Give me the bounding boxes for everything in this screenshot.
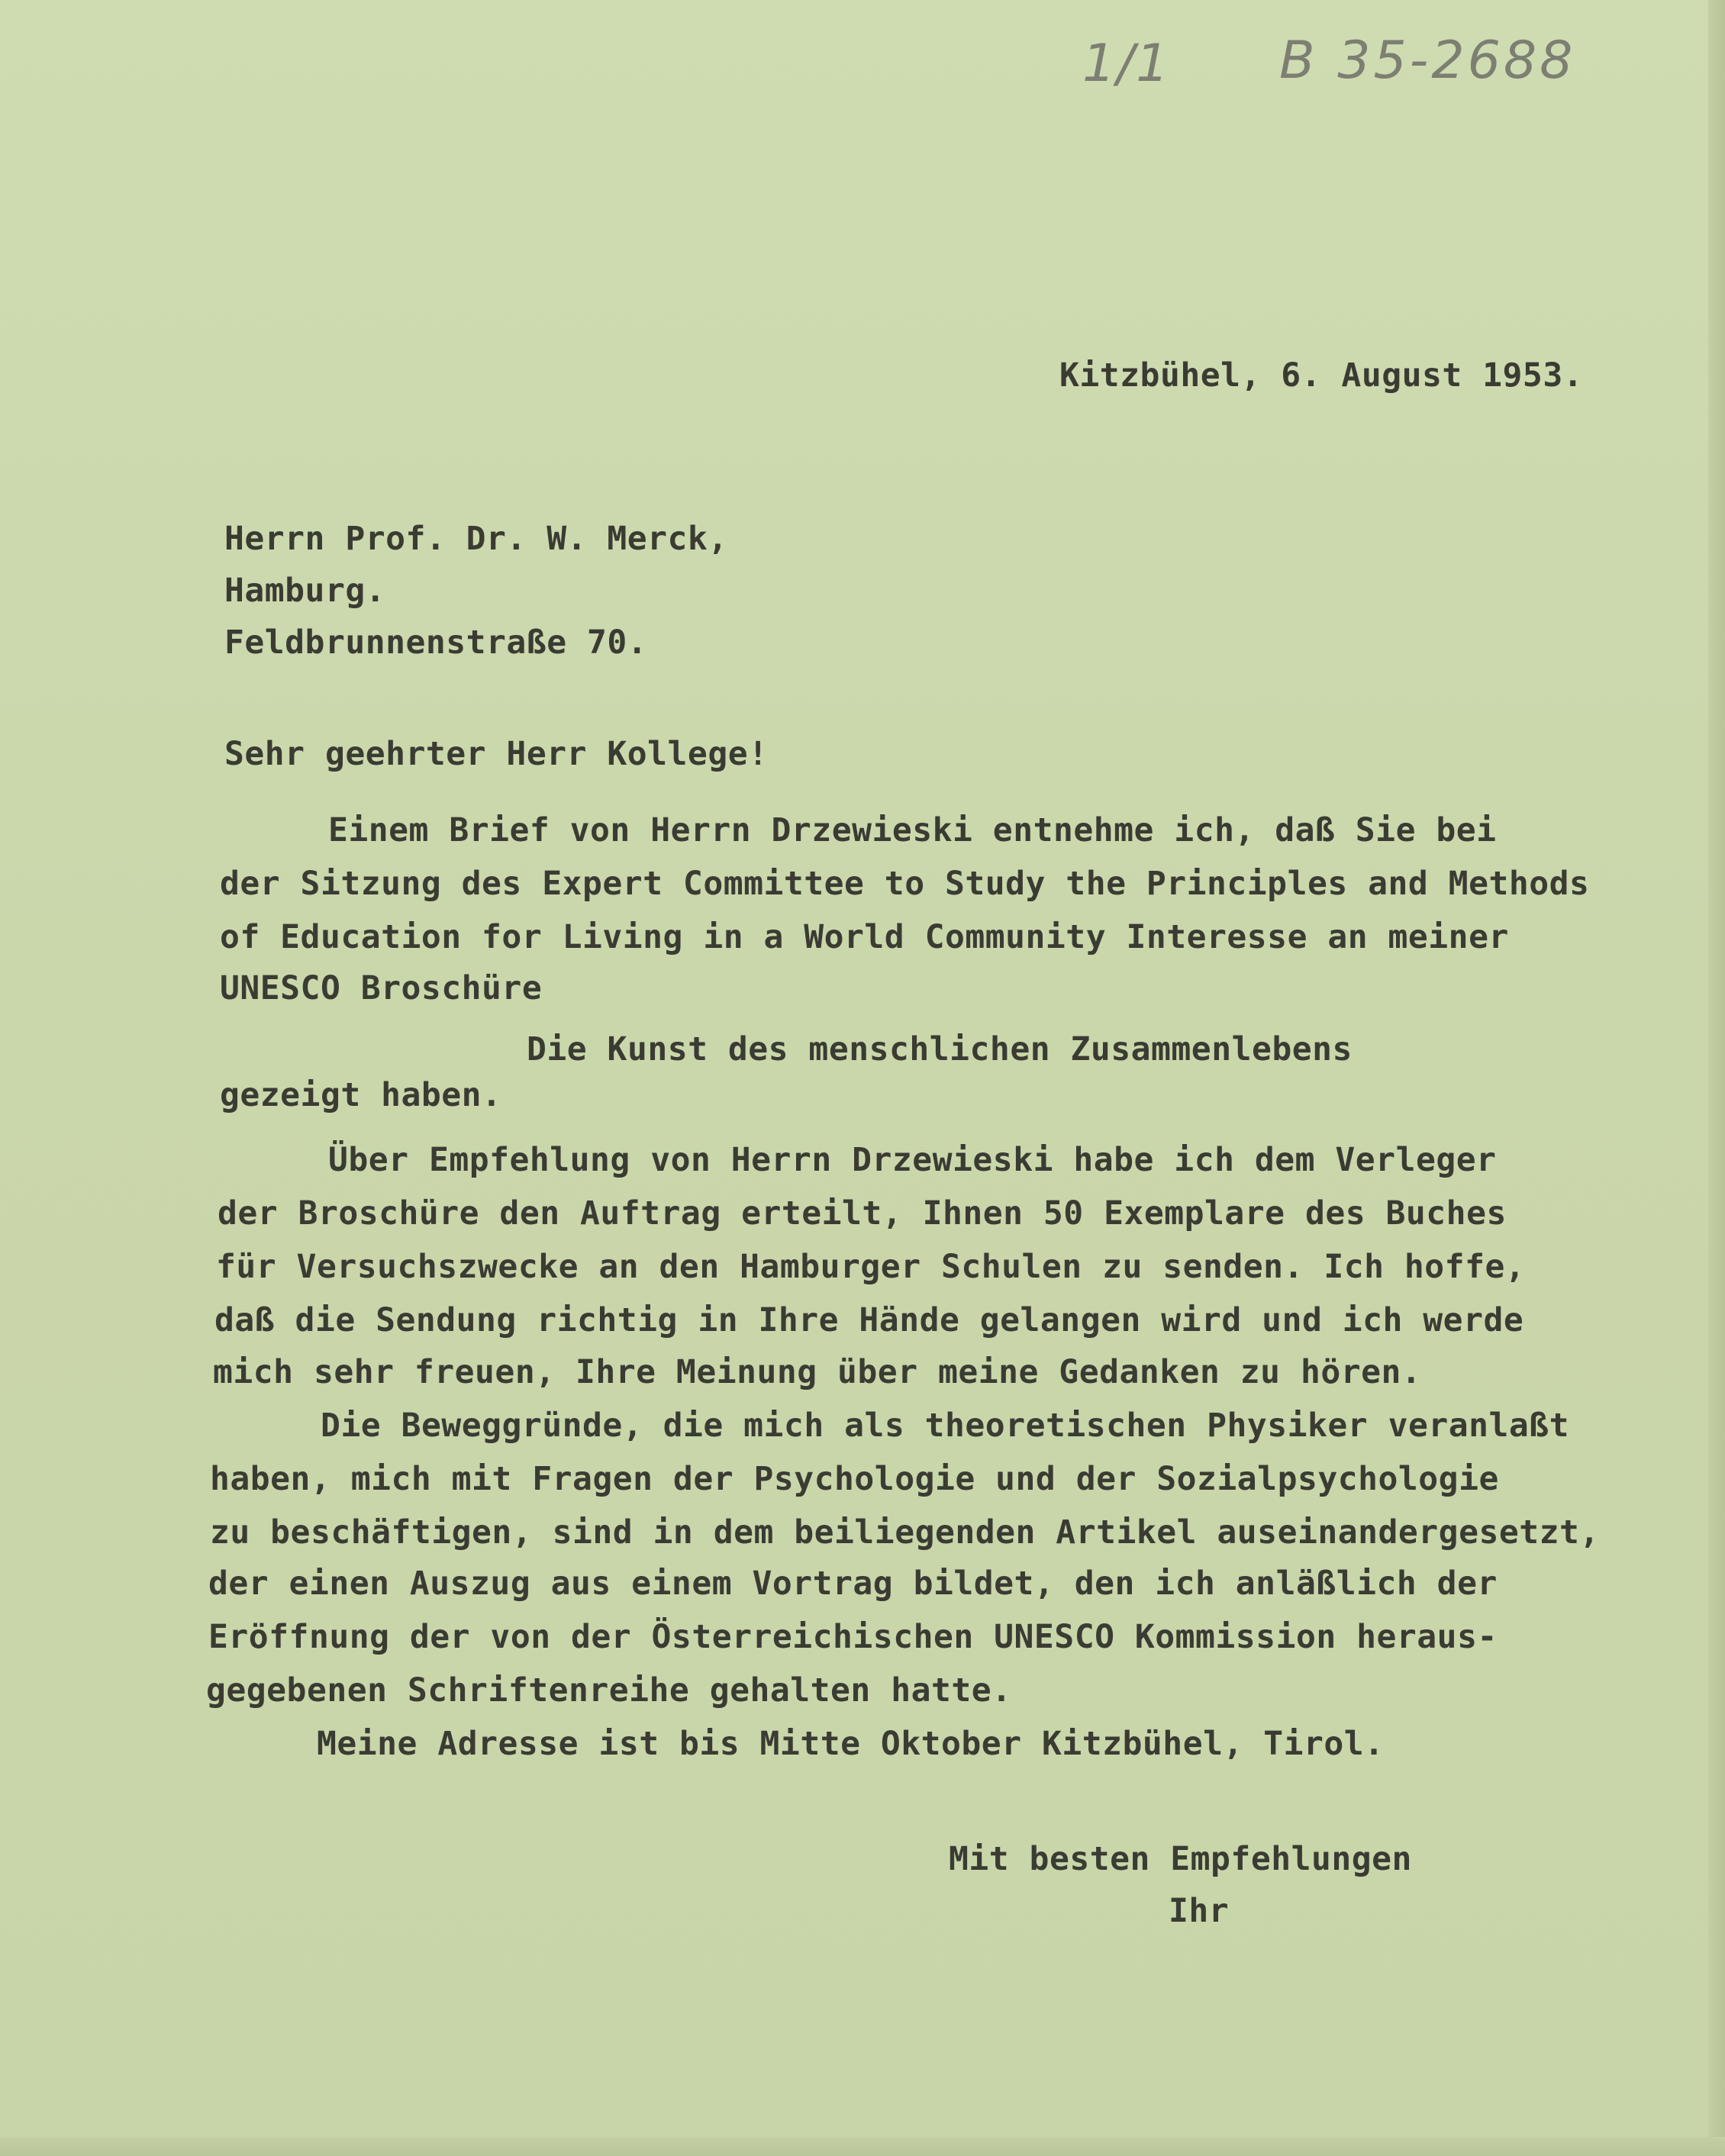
body-line: haben, mich mit Fragen der Psychologie und der Sozialpsychologie: [210, 1460, 1499, 1498]
page-bottom-edge: [0, 2137, 1725, 2156]
body-line: mich sehr freuen, Ihre Meinung über meine Gedanken zu hören.: [213, 1353, 1422, 1391]
page-right-edge: [1708, 0, 1725, 2156]
body-line: der Sitzung des Expert Committee to Study the Principles and Methods: [220, 865, 1590, 903]
closing-phrase: Mit besten Empfehlungen: [949, 1840, 1412, 1878]
body-line: daß die Sendung richtig in Ihre Hände gelangen wird und ich werde: [214, 1301, 1524, 1339]
body-line: Die Beweggründe, die mich als theoretischen Physiker veranlaßt: [321, 1407, 1570, 1445]
brochure-title-line: Die Kunst des menschlichen Zusammenlebens: [527, 1030, 1353, 1068]
body-line: Über Empfehlung von Herrn Drzewieski habe ich dem Verleger: [328, 1141, 1497, 1179]
body-line: of Education for Living in a World Community Interesse an meiner: [220, 918, 1509, 956]
salutation: Sehr geehrter Herr Kollege!: [224, 735, 769, 773]
body-line: UNESCO Broschüre: [220, 969, 543, 1007]
closing-signoff: Ihr: [1169, 1892, 1230, 1930]
recipient-street: Feldbrunnenstraße 70.: [224, 624, 648, 662]
body-line: Einem Brief von Herrn Drzewieski entnehme ich, daß Sie bei: [328, 811, 1497, 849]
body-line: der einen Auszug aus einem Vortrag bildet, den ich anläßlich der: [208, 1565, 1498, 1603]
recipient-name: Herrn Prof. Dr. W. Merck,: [224, 520, 728, 558]
body-line: Meine Adresse ist bis Mitte Oktober Kitzbühel, Tirol.: [317, 1725, 1385, 1763]
body-line: für Versuchszwecke an den Hamburger Schulen zu senden. Ich hoffe,: [216, 1248, 1526, 1286]
letter-date: Kitzbühel, 6. August 1953.: [1059, 356, 1584, 395]
body-line: Eröffnung der von der Österreichischen UNESCO Kommission heraus-: [208, 1618, 1498, 1656]
recipient-city: Hamburg.: [224, 572, 386, 610]
archive-reference-mark: B 35-2688: [1279, 31, 1576, 91]
body-line: gezeigt haben.: [220, 1076, 502, 1114]
body-line: zu beschäftigen, sind in dem beiliegenden Artikel auseinandergesetzt,: [210, 1513, 1600, 1552]
body-line: gegebenen Schriftenreihe gehalten hatte.: [206, 1671, 1012, 1710]
archive-page-mark: 1/1: [1082, 34, 1171, 94]
body-line: der Broschüre den Auftrag erteilt, Ihnen 50 Exemplare des Buches: [218, 1194, 1507, 1233]
